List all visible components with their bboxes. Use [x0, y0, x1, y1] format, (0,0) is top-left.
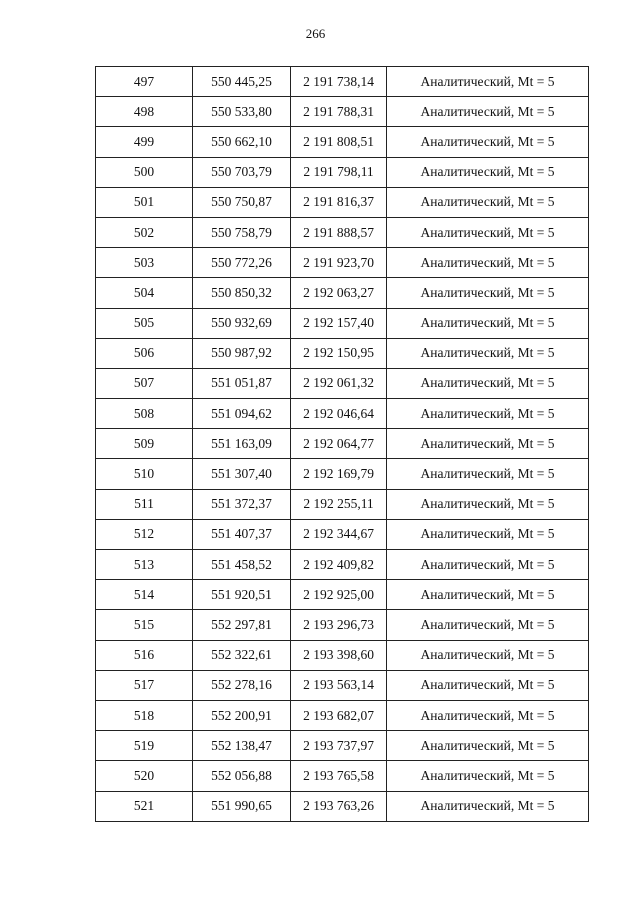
method-cell: Аналитический, Mt = 5 — [387, 550, 589, 580]
table-row — [96, 248, 589, 278]
y-coordinate-cell: 2 193 398,60 — [291, 640, 387, 670]
method-cell: Аналитический, Mt = 5 — [387, 157, 589, 187]
method-cell: Аналитический, Mt = 5 — [387, 368, 589, 398]
table-row — [96, 489, 589, 519]
y-coordinate-cell: 2 191 808,51 — [291, 127, 387, 157]
method-cell: Аналитический, Mt = 5 — [387, 308, 589, 338]
y-coordinate-cell: 2 191 816,37 — [291, 187, 387, 217]
y-coordinate-cell: 2 192 046,64 — [291, 399, 387, 429]
x-coordinate-cell: 551 307,40 — [193, 459, 291, 489]
y-coordinate-cell: 2 192 925,00 — [291, 580, 387, 610]
point-number-cell: 516 — [96, 640, 193, 670]
y-coordinate-cell: 2 192 169,79 — [291, 459, 387, 489]
method-cell: Аналитический, Mt = 5 — [387, 700, 589, 730]
table-row — [96, 187, 589, 217]
y-coordinate-cell: 2 193 737,97 — [291, 731, 387, 761]
point-number-cell: 500 — [96, 157, 193, 187]
point-number-cell: 520 — [96, 761, 193, 791]
table-row — [96, 610, 589, 640]
coordinates-table — [95, 66, 589, 822]
point-number-cell: 510 — [96, 459, 193, 489]
x-coordinate-cell: 551 920,51 — [193, 580, 291, 610]
x-coordinate-cell: 551 458,52 — [193, 550, 291, 580]
y-coordinate-cell: 2 192 255,11 — [291, 489, 387, 519]
x-coordinate-cell: 552 278,16 — [193, 670, 291, 700]
method-cell: Аналитический, Mt = 5 — [387, 791, 589, 821]
y-coordinate-cell: 2 193 296,73 — [291, 610, 387, 640]
y-coordinate-cell: 2 192 409,82 — [291, 550, 387, 580]
point-number-cell: 517 — [96, 670, 193, 700]
point-number-cell: 509 — [96, 429, 193, 459]
table-row — [96, 308, 589, 338]
table-row — [96, 580, 589, 610]
method-cell: Аналитический, Mt = 5 — [387, 97, 589, 127]
x-coordinate-cell: 552 322,61 — [193, 640, 291, 670]
method-cell: Аналитический, Mt = 5 — [387, 187, 589, 217]
x-coordinate-cell: 550 445,25 — [193, 67, 291, 97]
table-row — [96, 459, 589, 489]
point-number-cell: 498 — [96, 97, 193, 127]
table-row — [96, 550, 589, 580]
x-coordinate-cell: 552 297,81 — [193, 610, 291, 640]
x-coordinate-cell: 551 094,62 — [193, 399, 291, 429]
point-number-cell: 502 — [96, 217, 193, 247]
x-coordinate-cell: 552 200,91 — [193, 700, 291, 730]
x-coordinate-cell: 550 932,69 — [193, 308, 291, 338]
y-coordinate-cell: 2 191 798,11 — [291, 157, 387, 187]
method-cell: Аналитический, Mt = 5 — [387, 761, 589, 791]
x-coordinate-cell: 552 056,88 — [193, 761, 291, 791]
y-coordinate-cell: 2 192 064,77 — [291, 429, 387, 459]
y-coordinate-cell: 2 191 788,31 — [291, 97, 387, 127]
table-row — [96, 67, 589, 97]
x-coordinate-cell: 551 990,65 — [193, 791, 291, 821]
x-coordinate-cell: 552 138,47 — [193, 731, 291, 761]
point-number-cell: 521 — [96, 791, 193, 821]
table-row — [96, 127, 589, 157]
point-number-cell: 505 — [96, 308, 193, 338]
point-number-cell: 512 — [96, 519, 193, 549]
method-cell: Аналитический, Mt = 5 — [387, 580, 589, 610]
x-coordinate-cell: 550 987,92 — [193, 338, 291, 368]
x-coordinate-cell: 550 758,79 — [193, 217, 291, 247]
y-coordinate-cell: 2 193 765,58 — [291, 761, 387, 791]
point-number-cell: 513 — [96, 550, 193, 580]
method-cell: Аналитический, Mt = 5 — [387, 489, 589, 519]
method-cell: Аналитический, Mt = 5 — [387, 399, 589, 429]
y-coordinate-cell: 2 192 061,32 — [291, 368, 387, 398]
method-cell: Аналитический, Mt = 5 — [387, 519, 589, 549]
method-cell: Аналитический, Mt = 5 — [387, 127, 589, 157]
point-number-cell: 497 — [96, 67, 193, 97]
x-coordinate-cell: 550 703,79 — [193, 157, 291, 187]
x-coordinate-cell: 550 533,80 — [193, 97, 291, 127]
method-cell: Аналитический, Mt = 5 — [387, 610, 589, 640]
x-coordinate-cell: 550 850,32 — [193, 278, 291, 308]
x-coordinate-cell: 551 051,87 — [193, 368, 291, 398]
table-row — [96, 791, 589, 821]
point-number-cell: 511 — [96, 489, 193, 519]
x-coordinate-cell: 551 163,09 — [193, 429, 291, 459]
y-coordinate-cell: 2 193 563,14 — [291, 670, 387, 700]
point-number-cell: 518 — [96, 700, 193, 730]
table-row — [96, 368, 589, 398]
y-coordinate-cell: 2 192 063,27 — [291, 278, 387, 308]
point-number-cell: 504 — [96, 278, 193, 308]
table-row — [96, 278, 589, 308]
method-cell: Аналитический, Mt = 5 — [387, 278, 589, 308]
point-number-cell: 499 — [96, 127, 193, 157]
table-row — [96, 670, 589, 700]
method-cell: Аналитический, Mt = 5 — [387, 248, 589, 278]
point-number-cell: 501 — [96, 187, 193, 217]
point-number-cell: 503 — [96, 248, 193, 278]
method-cell: Аналитический, Mt = 5 — [387, 429, 589, 459]
point-number-cell: 514 — [96, 580, 193, 610]
method-cell: Аналитический, Mt = 5 — [387, 670, 589, 700]
point-number-cell: 506 — [96, 338, 193, 368]
table-row — [96, 761, 589, 791]
y-coordinate-cell: 2 191 923,70 — [291, 248, 387, 278]
table-row — [96, 338, 589, 368]
x-coordinate-cell: 550 772,26 — [193, 248, 291, 278]
method-cell: Аналитический, Mt = 5 — [387, 731, 589, 761]
method-cell: Аналитический, Mt = 5 — [387, 217, 589, 247]
x-coordinate-cell: 551 372,37 — [193, 489, 291, 519]
method-cell: Аналитический, Mt = 5 — [387, 640, 589, 670]
table-row — [96, 399, 589, 429]
method-cell: Аналитический, Mt = 5 — [387, 67, 589, 97]
point-number-cell: 508 — [96, 399, 193, 429]
point-number-cell: 519 — [96, 731, 193, 761]
method-cell: Аналитический, Mt = 5 — [387, 338, 589, 368]
table-row — [96, 97, 589, 127]
y-coordinate-cell: 2 191 888,57 — [291, 217, 387, 247]
x-coordinate-cell: 550 662,10 — [193, 127, 291, 157]
y-coordinate-cell: 2 193 682,07 — [291, 700, 387, 730]
table-row — [96, 519, 589, 549]
method-cell: Аналитический, Mt = 5 — [387, 459, 589, 489]
y-coordinate-cell: 2 192 157,40 — [291, 308, 387, 338]
table-row — [96, 157, 589, 187]
table-row — [96, 217, 589, 247]
y-coordinate-cell: 2 192 150,95 — [291, 338, 387, 368]
table-row — [96, 640, 589, 670]
page-number: 266 — [305, 26, 326, 41]
y-coordinate-cell: 2 192 344,67 — [291, 519, 387, 549]
y-coordinate-cell: 2 191 738,14 — [291, 67, 387, 97]
x-coordinate-cell: 551 407,37 — [193, 519, 291, 549]
point-number-cell: 507 — [96, 368, 193, 398]
table-body — [96, 67, 589, 822]
x-coordinate-cell: 550 750,87 — [193, 187, 291, 217]
point-number-cell: 515 — [96, 610, 193, 640]
table-row — [96, 700, 589, 730]
y-coordinate-cell: 2 193 763,26 — [291, 791, 387, 821]
table-row — [96, 429, 589, 459]
table-row — [96, 731, 589, 761]
